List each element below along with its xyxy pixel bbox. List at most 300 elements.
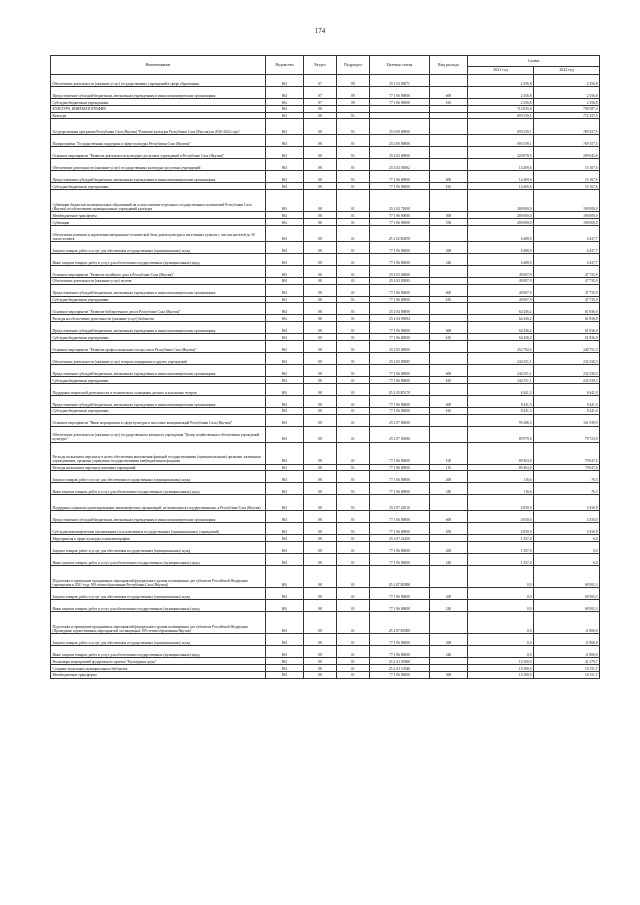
table-row — [51, 303, 600, 315]
cell-2021: 1 357,0 — [468, 535, 534, 542]
cell-2022: 61 836,0 — [534, 303, 600, 315]
table-row — [51, 511, 600, 523]
cell-vr — [430, 119, 468, 135]
table-row — [51, 253, 600, 265]
cell-2021: 712 835,6 — [468, 105, 534, 112]
cell-ved: 861 — [266, 483, 304, 495]
cell-podrazdel: 01 — [337, 225, 370, 241]
cell-2021: 0,0 — [468, 634, 534, 646]
cell-2021: 4 050,0 — [468, 511, 534, 523]
cell-2021: 244 351,1 — [468, 364, 534, 376]
table-row — [51, 105, 600, 112]
cell-vr: 240 — [430, 554, 468, 566]
cell-razdel: 08 — [304, 322, 337, 334]
cell-cs: 77 1 06 00000 — [370, 634, 430, 646]
header-name: Наименование — [51, 56, 266, 75]
cell-name: Закупка товаров, работ и услуг для обеспечения государственных (муниципальных) нужд — [51, 634, 266, 646]
cell-ved: 861 — [266, 542, 304, 554]
cell-podrazdel: 01 — [337, 322, 370, 334]
table-row — [51, 634, 600, 646]
cell-razdel: 08 — [304, 407, 337, 414]
cell-vr — [430, 495, 468, 511]
cell-name: Обеспечение деятельности (оказание услуг) музеев — [51, 277, 266, 284]
cell-vr: 240 — [430, 253, 468, 265]
header-ved: Ведомство — [266, 56, 304, 75]
cell-2022: 15 167,6 — [534, 159, 600, 171]
cell-cs: 77 1 06 00000 — [370, 376, 430, 383]
cell-vr — [430, 414, 468, 426]
table-row — [51, 664, 600, 671]
cell-2022: 769 357,5 — [534, 135, 600, 147]
cell-podrazdel: 01 — [337, 414, 370, 426]
cell-2022: 61 836,0 — [534, 322, 600, 334]
cell-name: Закупка товаров, работ и услуг для обеспечения государственных (муниципальных) нужд — [51, 241, 266, 253]
cell-2021: 89 463,0 — [468, 464, 534, 471]
cell-podrazdel: 01 — [337, 442, 370, 464]
table-row — [51, 383, 600, 395]
table-row — [51, 464, 600, 471]
cell-vr: 600 — [430, 284, 468, 296]
cell-razdel: 08 — [304, 535, 337, 542]
cell-ved: 861 — [266, 99, 304, 106]
cell-ved: 861 — [266, 383, 304, 395]
cell-ved: 861 — [266, 284, 304, 296]
cell-podrazdel: 01 — [337, 147, 370, 159]
cell-vr: 200 — [430, 241, 468, 253]
cell-ved: 861 — [266, 414, 304, 426]
cell-vr — [430, 112, 468, 119]
cell-2022: 10 151,5 — [534, 664, 600, 671]
cell-ved: 861 — [266, 296, 304, 303]
cell-podrazdel: 01 — [337, 315, 370, 322]
cell-ved: 861 — [266, 664, 304, 671]
cell-ved: 861 — [266, 671, 304, 678]
cell-razdel: 08 — [304, 523, 337, 535]
cell-podrazdel: 01 — [337, 383, 370, 395]
cell-razdel: 08 — [304, 147, 337, 159]
cell-ved: 861 — [266, 241, 304, 253]
table-row — [51, 277, 600, 284]
cell-2022: 232 330,3 — [534, 376, 600, 383]
table-row — [51, 75, 600, 87]
cell-podrazdel: 01 — [337, 303, 370, 315]
cell-name: Предоставление субсидий бюджетным, автономным учреждениям и иным некоммерческим организациям — [51, 364, 266, 376]
cell-cs: 77 1 06 00000 — [370, 464, 430, 471]
cell-cs: 25 2 A1 54540 — [370, 664, 430, 671]
cell-2021: 89 463,0 — [468, 442, 534, 464]
cell-vr: 240 — [430, 600, 468, 612]
cell-ved: 861 — [266, 395, 304, 407]
cell-cs: 25 2 02 72000 — [370, 190, 430, 212]
cell-2022: 190 000,0 — [534, 190, 600, 212]
cell-cs: 77 1 06 00000 — [370, 600, 430, 612]
cell-razdel: 08 — [304, 265, 337, 277]
cell-2021: 89 979,6 — [468, 426, 534, 442]
cell-ved: 861 — [266, 612, 304, 634]
cell-ved: 861 — [266, 334, 304, 341]
cell-vr — [430, 303, 468, 315]
table-row — [51, 426, 600, 442]
cell-razdel: 08 — [304, 171, 337, 183]
cell-cs: 25 2 04 00000 — [370, 303, 430, 315]
cell-razdel: 08 — [304, 253, 337, 265]
cell-2022: 11 800,0 — [534, 612, 600, 634]
cell-2021: 49 007,9 — [468, 296, 534, 303]
cell-vr: 600 — [430, 322, 468, 334]
cell-razdel: 08 — [304, 119, 337, 135]
cell-razdel: 08 — [304, 542, 337, 554]
cell-vr — [430, 135, 468, 147]
cell-ved: 861 — [266, 535, 304, 542]
cell-name: Создание модельных муниципальных библиотек — [51, 664, 266, 671]
cell-ved: 861 — [266, 322, 304, 334]
cell-name: Расходы на выплаты персоналу казенных учреждений — [51, 464, 266, 471]
cell-vr — [430, 159, 468, 171]
cell-name: Иные закупки товаров, работ и услуг для обеспечения государственных (муниципальных) нужд — [51, 600, 266, 612]
cell-cs: 77 1 06 00000 — [370, 171, 430, 183]
cell-ved: 861 — [266, 218, 304, 225]
cell-ved: 861 — [266, 464, 304, 471]
cell-vr: 610 — [430, 407, 468, 414]
cell-vr — [430, 105, 468, 112]
cell-name: Предоставление субсидий бюджетным, автономным учреждениям и иным некоммерческим организациям — [51, 87, 266, 99]
cell-2021: 0,0 — [468, 588, 534, 600]
cell-name: Подпрограмма "Государственная поддержка в сфере культуры Республики Саха (Якутия)" — [51, 135, 266, 147]
cell-2021: 6 408,9 — [468, 253, 534, 265]
cell-cs: 77 1 06 00000 — [370, 671, 430, 678]
cell-podrazdel: 09 — [337, 99, 370, 106]
table-row — [51, 99, 600, 106]
cell-vr — [430, 612, 468, 634]
cell-cs: 25 2 07 00000 — [370, 414, 430, 426]
cell-podrazdel: 01 — [337, 159, 370, 171]
cell-2021: 14 469,6 — [468, 159, 534, 171]
table-row — [51, 600, 600, 612]
table-row — [51, 265, 600, 277]
cell-2022: 232 330,3 — [534, 352, 600, 364]
cell-ved: 861 — [266, 511, 304, 523]
cell-ved: 861 — [266, 315, 304, 322]
cell-vr — [430, 664, 468, 671]
cell-2021: 49 007,9 — [468, 265, 534, 277]
cell-cs: 25 2 00 00000 — [370, 135, 430, 147]
cell-2022: 6 437,7 — [534, 241, 600, 253]
cell-vr: 600 — [430, 511, 468, 523]
cell-vr — [430, 190, 468, 212]
table-row — [51, 566, 600, 588]
cell-vr: 240 — [430, 646, 468, 658]
cell-2021: 14 469,6 — [468, 171, 534, 183]
cell-podrazdel: 01 — [337, 471, 370, 483]
cell-vr: 630 — [430, 523, 468, 535]
cell-2022: 772 357,5 — [534, 112, 600, 119]
cell-name: Обеспечение деятельности (оказание услуг) театров, концертных и других учреждений — [51, 352, 266, 364]
cell-2022: 232 330,3 — [534, 364, 600, 376]
cell-2021: 6 408,9 — [468, 241, 534, 253]
cell-name: Основное мероприятие "Развитие деятельности культурно-досуговых учреждений в Республике Саха (Якутия)" — [51, 147, 266, 159]
cell-podrazdel: 01 — [337, 364, 370, 376]
table-row — [51, 352, 600, 364]
cell-2021: 4 050,0 — [468, 495, 534, 511]
cell-2022: 8 441,0 — [534, 395, 600, 407]
table-row — [51, 376, 600, 383]
cell-podrazdel: 01 — [337, 171, 370, 183]
cell-2022: 76,3 — [534, 471, 600, 483]
cell-cs: 77 1 06 00000 — [370, 334, 430, 341]
cell-2022: 79 647,6 — [534, 464, 600, 471]
table-row — [51, 135, 600, 147]
cell-razdel: 08 — [304, 212, 337, 219]
cell-podrazdel: 01 — [337, 664, 370, 671]
table-row — [51, 190, 600, 212]
table-row — [51, 87, 600, 99]
cell-2022: 11 800,0 — [534, 634, 600, 646]
cell-2021: 1 357,0 — [468, 542, 534, 554]
cell-vr: 610 — [430, 183, 468, 190]
cell-vr — [430, 315, 468, 322]
cell-cs: 25 2 A1 00000 — [370, 658, 430, 665]
cell-razdel: 08 — [304, 464, 337, 471]
cell-2021: 220 878,5 — [468, 147, 534, 159]
cell-cs: 25 2 07 22450 — [370, 535, 430, 542]
table-body — [51, 75, 600, 679]
cell-cs: 77 1 06 00000 — [370, 212, 430, 219]
cell-2021: 2 356,8 — [468, 87, 534, 99]
cell-vr — [430, 277, 468, 284]
header-cs: Целевая статья — [370, 56, 430, 75]
cell-podrazdel: 01 — [337, 253, 370, 265]
cell-vr: 610 — [430, 99, 468, 106]
cell-ved: 861 — [266, 75, 304, 87]
cell-vr: 600 — [430, 171, 468, 183]
cell-2021: 0,0 — [468, 566, 534, 588]
cell-cs: 25 2 03 05083 — [370, 277, 430, 284]
table-row — [51, 395, 600, 407]
table-row — [51, 364, 600, 376]
cell-name: Поддержка социально ориентированных некоммерческих организаций, не являющихся государственными, в Республике Саха (Якутия) — [51, 495, 266, 511]
cell-ved: 861 — [266, 554, 304, 566]
table-row — [51, 542, 600, 554]
cell-podrazdel: 01 — [337, 212, 370, 219]
cell-razdel: 07 — [304, 99, 337, 106]
cell-podrazdel: 01 — [337, 495, 370, 511]
cell-2022: 4 350,0 — [534, 523, 600, 535]
table-row — [51, 296, 600, 303]
cell-name: Иные закупки товаров, работ и услуг для обеспечения государственных (муниципальных) нужд — [51, 646, 266, 658]
cell-2022: 79 723,9 — [534, 426, 600, 442]
cell-2022: 6 437,7 — [534, 225, 600, 241]
cell-2022: 10 151,5 — [534, 671, 600, 678]
cell-podrazdel: 01 — [337, 523, 370, 535]
cell-razdel: 07 — [304, 87, 337, 99]
table-row — [51, 183, 600, 190]
cell-2022: 0,0 — [534, 535, 600, 542]
cell-razdel: 08 — [304, 218, 337, 225]
cell-name: Иные закупки товаров, работ и услуг для обеспечения государственных (муниципальных) нужд — [51, 483, 266, 495]
cell-name: Субвенции — [51, 218, 266, 225]
cell-2022: 15 167,6 — [534, 183, 600, 190]
cell-cs: 77 1 06 00000 — [370, 364, 430, 376]
cell-ved: 861 — [266, 523, 304, 535]
cell-vr — [430, 566, 468, 588]
cell-name: Государственная программа Республики Саха (Якутия) "Развитие культуры Республики Саха (Якутия) на 2016-2022 годы" — [51, 119, 266, 135]
cell-ved: 861 — [266, 588, 304, 600]
cell-2022: 47 735,9 — [534, 277, 600, 284]
cell-2022: 8 441,0 — [534, 407, 600, 414]
cell-2021: 1 357,0 — [468, 554, 534, 566]
cell-2021: 6 408,9 — [468, 225, 534, 241]
cell-name: Культура — [51, 112, 266, 119]
cell-2021: 49 007,9 — [468, 284, 534, 296]
cell-name: Расходы на выплаты персоналу в целях обеспечения выполнения функций государственными (муниципальными) органами, казенными учреждениями, органами управления государственными внебюджетными фондами — [51, 442, 266, 464]
cell-cs: 25 2 02 05082 — [370, 159, 430, 171]
cell-vr — [430, 535, 468, 542]
cell-podrazdel: 01 — [337, 407, 370, 414]
cell-name: Реализация мероприятий федерального проекта "Культурная среда" — [51, 658, 266, 665]
table-row — [51, 147, 600, 159]
cell-name: Мероприятия в сфере культуры и кинематографии — [51, 535, 266, 542]
table-row — [51, 171, 600, 183]
cell-ved: 861 — [266, 364, 304, 376]
cell-name: Субсидии бюджетным учреждениям — [51, 376, 266, 383]
cell-razdel: 08 — [304, 471, 337, 483]
cell-2021: 8 441,3 — [468, 383, 534, 395]
page-number: 174 — [314, 27, 326, 35]
cell-ved: 861 — [266, 105, 304, 112]
header-sum: Сумма — [468, 56, 600, 67]
cell-cs — [370, 112, 430, 119]
cell-cs: 77 1 06 00000 — [370, 99, 430, 106]
cell-name: Основное мероприятие "Развитие музейного дела в Республике Саха (Якутия)" — [51, 265, 266, 277]
cell-podrazdel: 01 — [337, 277, 370, 284]
cell-razdel: 08 — [304, 414, 337, 426]
cell-razdel: 08 — [304, 277, 337, 284]
cell-2021: 252 792,4 — [468, 340, 534, 352]
cell-vr — [430, 147, 468, 159]
cell-name: Расходы на обеспечение деятельности (оказание услуг) библиотек — [51, 315, 266, 322]
cell-2021: 95 386,3 — [468, 414, 534, 426]
cell-podrazdel: 01 — [337, 218, 370, 225]
cell-razdel: 08 — [304, 135, 337, 147]
cell-cs: 77 1 06 00000 — [370, 523, 430, 535]
cell-cs: 77 1 06 00000 — [370, 407, 430, 414]
cell-ved: 861 — [266, 171, 304, 183]
cell-cs: 77 1 06 00000 — [370, 442, 430, 464]
cell-2021: 693 539,1 — [468, 119, 534, 135]
cell-cs: 25 2 05 R5170 — [370, 383, 430, 395]
cell-cs: 77 1 06 00000 — [370, 542, 430, 554]
cell-razdel: 08 — [304, 646, 337, 658]
cell-podrazdel: 01 — [337, 340, 370, 352]
cell-podrazdel: 01 — [337, 671, 370, 678]
cell-razdel: 08 — [304, 566, 337, 588]
cell-2022: 76,3 — [534, 483, 600, 495]
table-row — [51, 646, 600, 658]
cell-razdel: 08 — [304, 483, 337, 495]
cell-cs: 25 2 07 22010 — [370, 495, 430, 511]
cell-razdel: 08 — [304, 664, 337, 671]
cell-name: Межбюджетные трансферты — [51, 212, 266, 219]
cell-podrazdel: 01 — [337, 395, 370, 407]
cell-podrazdel: 09 — [337, 75, 370, 87]
cell-name: Основное мероприятие "Развитие профессионального искусства в Республике Саха (Якутия)" — [51, 340, 266, 352]
cell-podrazdel: 01 — [337, 241, 370, 253]
cell-razdel: 08 — [304, 105, 337, 112]
cell-name: Иные закупки товаров, работ и услуг для обеспечения государственных (муниципальных) нужд — [51, 554, 266, 566]
cell-podrazdel: 01 — [337, 634, 370, 646]
cell-name: Предоставление субсидий бюджетным, автономным учреждениям и иным некоммерческим организациям — [51, 322, 266, 334]
cell-2021: 49 007,9 — [468, 277, 534, 284]
cell-name: Обеспечение деятельности (оказание услуг) государственных учреждений в сфере образования — [51, 75, 266, 87]
cell-podrazdel: 01 — [337, 284, 370, 296]
cell-2021: 693 539,1 — [468, 135, 534, 147]
cell-razdel: 08 — [304, 612, 337, 634]
cell-name: КУЛЬТУРА, КИНЕМАТОГРАФИЯ — [51, 105, 266, 112]
cell-ved: 861 — [266, 352, 304, 364]
cell-2022: 790 587,0 — [534, 105, 600, 112]
cell-podrazdel: 01 — [337, 588, 370, 600]
cell-2022: 0,0 — [534, 542, 600, 554]
table-row — [51, 218, 600, 225]
cell-name: Субсидии некоммерческим организациям (за исключением государственных (муниципальных) учреждений) — [51, 523, 266, 535]
cell-podrazdel: 01 — [337, 190, 370, 212]
table-row — [51, 483, 600, 495]
table-row — [51, 225, 600, 241]
cell-name: Субсидии бюджетным учреждениям — [51, 183, 266, 190]
cell-name: Межбюджетные трансферты — [51, 671, 266, 678]
cell-ved: 861 — [266, 147, 304, 159]
cell-2022: 161 939,9 — [534, 414, 600, 426]
cell-2021: 10 100,0 — [468, 664, 534, 671]
cell-podrazdel: 01 — [337, 612, 370, 634]
cell-name: Подготовка и проведение праздничных мероприятий федерального уровня посвященных дат субъектов Российской Федерации (Проведение торжественных мероприятий, посвященных 100-летию образования Якутии) — [51, 612, 266, 634]
cell-vr: 610 — [430, 296, 468, 303]
cell-vr: 600 — [430, 364, 468, 376]
cell-2022: 769 357,5 — [534, 119, 600, 135]
cell-vr: 200 — [430, 588, 468, 600]
cell-razdel: 08 — [304, 183, 337, 190]
cell-razdel: 08 — [304, 383, 337, 395]
cell-podrazdel: 01 — [337, 646, 370, 658]
cell-ved: 861 — [266, 225, 304, 241]
cell-razdel: 08 — [304, 600, 337, 612]
cell-2022: 2 356,8 — [534, 99, 600, 106]
cell-podrazdel — [337, 105, 370, 112]
cell-razdel: 08 — [304, 511, 337, 523]
cell-razdel: 08 — [304, 296, 337, 303]
cell-ved: 861 — [266, 566, 304, 588]
cell-vr: 600 — [430, 395, 468, 407]
cell-ved: 861 — [266, 634, 304, 646]
cell-vr: 200 — [430, 542, 468, 554]
cell-2021: 64 436,2 — [468, 315, 534, 322]
budget-table — [50, 55, 600, 679]
table-row — [51, 414, 600, 426]
table-row — [51, 212, 600, 219]
table-row — [51, 119, 600, 135]
cell-podrazdel: 01 — [337, 376, 370, 383]
cell-razdel: 08 — [304, 554, 337, 566]
cell-vr — [430, 352, 468, 364]
cell-razdel: 08 — [304, 495, 337, 511]
cell-vr — [430, 265, 468, 277]
table-row — [51, 535, 600, 542]
cell-2022: 8 441,0 — [534, 383, 600, 395]
cell-2022: 190 000,0 — [534, 212, 600, 219]
cell-podrazdel: 01 — [337, 600, 370, 612]
table-row — [51, 112, 600, 119]
cell-name: Субсидии бюджетным учреждениям — [51, 334, 266, 341]
